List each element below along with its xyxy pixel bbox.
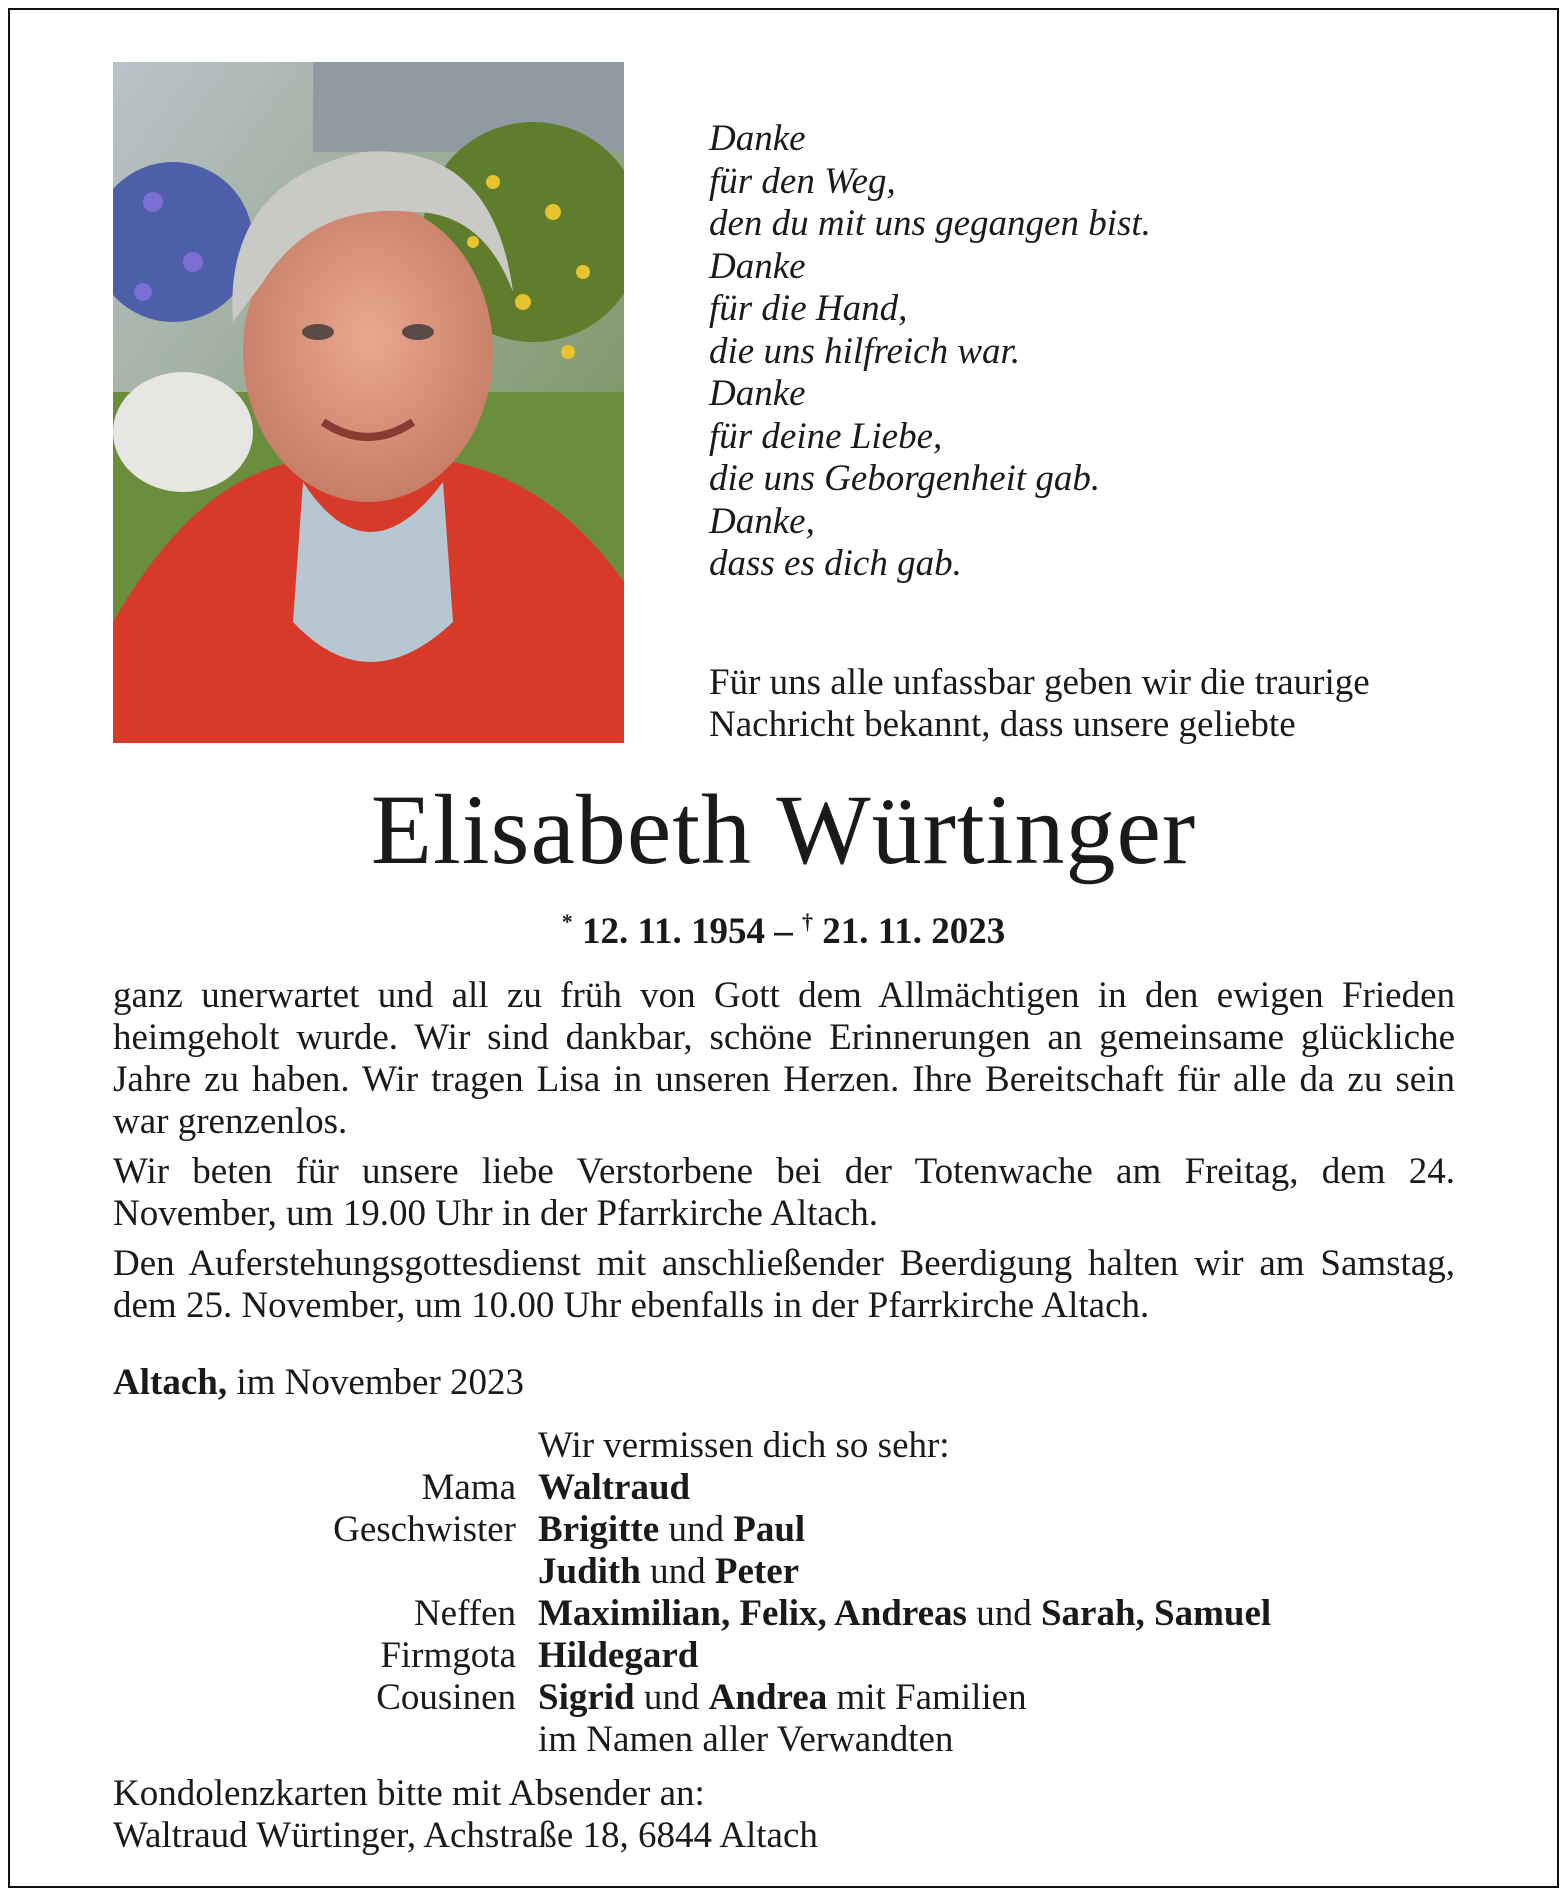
family-row — [113, 1509, 1513, 1551]
birth-date: 12. 11. 1954 — [582, 911, 765, 952]
conjunction: und — [668, 1509, 724, 1550]
poem-line: Danke — [709, 245, 806, 287]
family-member: Brigitte — [538, 1509, 660, 1550]
family-heading: Wir vermissen dich so sehr: — [538, 1425, 950, 1466]
family-row — [113, 1593, 1513, 1635]
conjunction: und — [976, 1593, 1032, 1634]
poem-line: den du mit uns gegangen bist. — [709, 203, 1151, 244]
place-date-text: im November 2023 — [236, 1362, 525, 1403]
death-date: 21. 11. 2023 — [822, 911, 1006, 952]
intro-line: Für uns alle unfassbar geben wir die traurige — [709, 662, 1370, 703]
poem-line: dass es dich gab. — [709, 543, 962, 584]
poem-line: die uns hilfreich war. — [709, 330, 1021, 372]
poem-line: für die Hand, — [709, 288, 908, 329]
poem-line: für den Weg, — [709, 160, 896, 202]
announcement-body — [113, 975, 1455, 1335]
intro-text — [709, 662, 1509, 746]
poem-line: Danke — [709, 118, 806, 159]
family-row — [113, 1677, 1513, 1719]
family-member: Andrea — [708, 1677, 828, 1718]
intro-line: Nachricht bekannt, dass unsere geliebte — [709, 704, 1296, 745]
condolence-line: Kondolenzkarten bitte mit Absender an: — [113, 1773, 705, 1814]
family-member: Paul — [733, 1509, 806, 1550]
date-separator: – — [774, 911, 793, 952]
family-list — [113, 1425, 1513, 1761]
family-row — [113, 1551, 1513, 1593]
conjunction: und — [643, 1677, 700, 1718]
paragraph: Den Auferstehungsgottesdienst mit anschließender Beerdigung halten wir am Samstag, dem 25. November, um 10.00 Uhr ebenfalls in der Pfarrkirche Altach. — [113, 1243, 1455, 1326]
poem — [709, 118, 1509, 586]
paragraph: Wir beten für unsere liebe Verstorbene bei der Totenwache am Freitag, dem 24. November, um 19.00 Uhr in der Pfarrkirche Altach. — [113, 1151, 1455, 1234]
family-row — [113, 1635, 1513, 1677]
poem-line: Danke — [709, 373, 806, 414]
condolence-address — [113, 1773, 1313, 1857]
life-dates — [0, 900, 1567, 954]
place-town: Altach, — [113, 1362, 228, 1403]
conjunction: und — [650, 1551, 706, 1592]
family-role: Neffen — [413, 1593, 516, 1634]
family-role: Mama — [421, 1467, 516, 1508]
family-member: Peter — [714, 1551, 800, 1592]
paragraph: ganz unerwartet und all zu früh von Gott dem Allmächtigen in den ewigen Frieden heimgeholt wurde. Wir sind dankbar, schöne Erinnerungen an gemeinsame glückliche Jahre zu haben. Wir tragen Lisa in unseren Herzen. Ihre Bereitschaft für alle da zu sein war grenzenlos. — [113, 975, 1455, 1142]
family-row — [113, 1719, 1513, 1761]
family-role: Firmgota — [380, 1635, 516, 1676]
family-member: Judith — [538, 1551, 641, 1592]
poem-line: für deine Liebe, — [709, 415, 943, 457]
family-member: Sigrid — [538, 1677, 635, 1718]
death-symbol: † — [802, 909, 813, 934]
family-member: Sarah, Samuel — [1040, 1593, 1272, 1634]
poem-line: Danke, — [709, 500, 815, 542]
portrait-photo — [113, 62, 624, 743]
family-heading-row — [113, 1425, 1513, 1467]
relatives-line: im Namen aller Verwandten — [538, 1719, 954, 1760]
family-row — [113, 1467, 1513, 1509]
family-member: Hildegard — [538, 1635, 699, 1676]
family-member: Waltraud — [538, 1467, 691, 1508]
deceased-name: Elisabeth Würtinger — [370, 774, 1197, 885]
family-member: Maximilian, Felix, Andreas — [538, 1593, 967, 1634]
place-date — [113, 1362, 913, 1404]
birth-symbol: * — [561, 909, 573, 934]
condolence-line: Waltraud Würtinger, Achstraße 18, 6844 Altach — [113, 1815, 818, 1856]
family-suffix: mit Familien — [836, 1677, 1027, 1718]
family-role: Cousinen — [376, 1677, 516, 1718]
poem-line: die uns Geborgenheit gab. — [709, 458, 1101, 499]
family-role: Geschwister — [333, 1509, 516, 1550]
